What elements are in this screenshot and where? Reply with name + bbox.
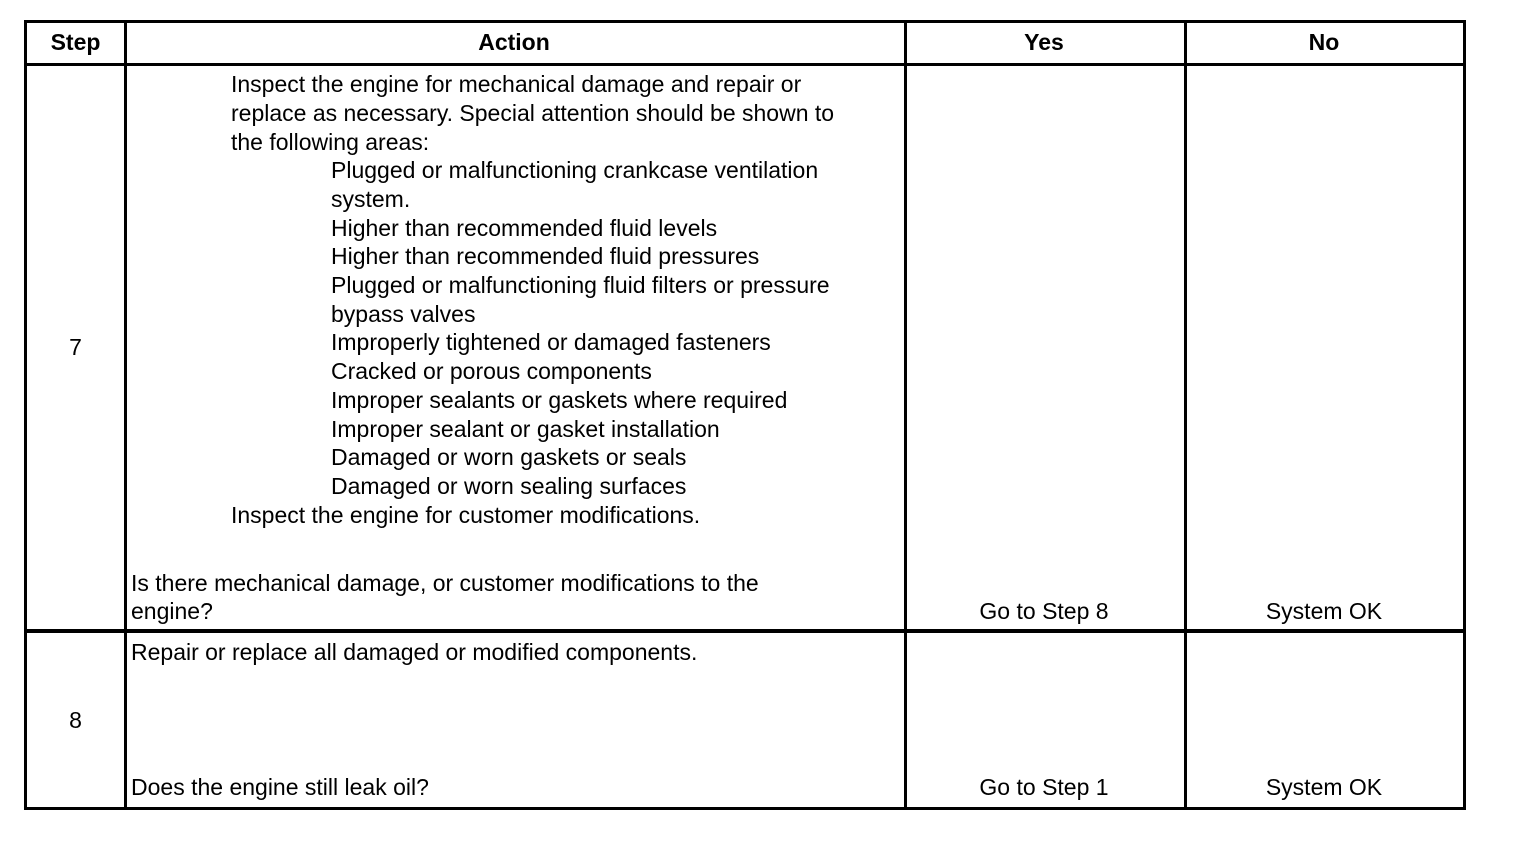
yes-result: Go to Step 8 — [979, 598, 1109, 624]
column-divider — [904, 23, 907, 807]
header-step: Step — [50, 29, 101, 55]
inspection-item: Plugged or malfunctioning fluid filters or pressure — [331, 272, 830, 298]
step-number: 7 — [69, 334, 82, 360]
inspection-item: Damaged or worn sealing surfaces — [331, 473, 687, 499]
inspection-item: Higher than recommended fluid pressures — [331, 243, 760, 269]
inspection-item: Cracked or porous components — [331, 358, 652, 384]
action-question-line: Is there mechanical damage, or customer modifications to the — [131, 570, 759, 596]
action-question-line: Does the engine still leak oil? — [131, 774, 429, 800]
action-intro-line: replace as necessary. Special attention should be shown to — [231, 100, 835, 126]
row-divider — [27, 63, 1463, 66]
inspection-item: Damaged or worn gaskets or seals — [331, 444, 687, 470]
inspection-item: Improper sealant or gasket installation — [331, 416, 720, 442]
header-action: Action — [478, 29, 550, 55]
inspection-item: Higher than recommended fluid levels — [331, 215, 718, 241]
inspection-item: Plugged or malfunctioning crankcase ventilation — [331, 157, 819, 183]
column-divider — [1184, 23, 1187, 807]
action-intro-line: Repair or replace all damaged or modified components. — [131, 639, 698, 665]
row-divider — [27, 629, 1463, 633]
yes-result: Go to Step 1 — [979, 774, 1109, 800]
no-result: System OK — [1265, 598, 1383, 624]
action-intro-line: the following areas: — [231, 129, 430, 155]
no-result: System OK — [1265, 774, 1383, 800]
action-question-line: engine? — [131, 598, 213, 624]
header-yes: Yes — [1024, 29, 1064, 55]
inspection-item: bypass valves — [331, 301, 476, 327]
action-intro-line: Inspect the engine for mechanical damage and repair or — [231, 71, 802, 97]
inspection-item: Improper sealants or gaskets where required — [331, 387, 788, 413]
header-no: No — [1308, 29, 1340, 55]
column-divider — [124, 23, 127, 807]
inspection-item: Improperly tightened or damaged fasteners — [331, 329, 771, 355]
action-closing-line: Inspect the engine for customer modifications. — [231, 502, 701, 528]
inspection-item: system. — [331, 186, 411, 212]
step-number: 8 — [69, 707, 82, 733]
